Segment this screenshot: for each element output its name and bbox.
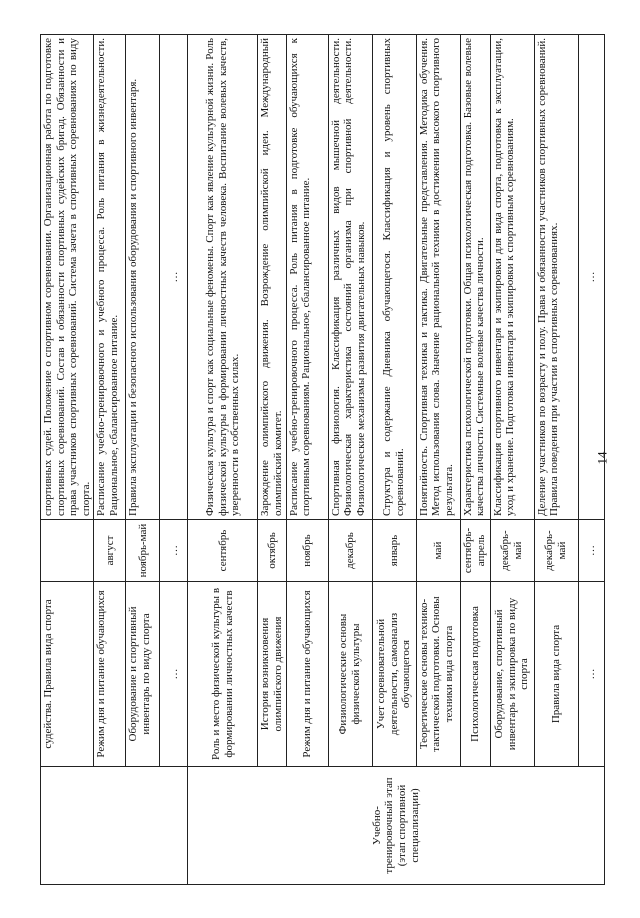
month-cell: декабрь-май <box>534 520 578 582</box>
topic-cell: Режим дня и питание обучающихся <box>94 582 126 767</box>
stage-cell-empty <box>41 767 188 885</box>
month-cell: август <box>94 520 126 582</box>
content-cell: … <box>578 35 604 520</box>
content-cell: Расписание учебно-тренировочного и учебного процесса. Роль питания в жизнедеятельности. Рациональное, сбалансированное питание. <box>94 35 126 520</box>
month-cell: октябрь <box>258 520 286 582</box>
table-row <box>328 35 372 885</box>
month-cell: январь <box>372 520 416 582</box>
topic-cell: Роль и место физической культуры в формировании личностных качеств <box>188 582 258 767</box>
content-cell: Деление участников по возрасту и полу. Права и обязанности участников спортивных соревнований. Правила поведения при участии в спортивных соревнованиях. <box>534 35 578 520</box>
month-cell: … <box>578 520 604 582</box>
month-cell: сентябрь-апрель <box>460 520 490 582</box>
month-cell: сентябрь <box>188 520 258 582</box>
page-number: 14 <box>594 451 610 465</box>
topic-cell: судейства. Правила вида спорта <box>41 582 94 767</box>
content-cell: Физическая культура и спорт как социальные феномены. Спорт как явление культурной жизни. Роль физической культуры в формировании личностных качеств человека. Воспитание волевых качеств, уверенности в собственных силах. <box>188 35 258 520</box>
content-cell: Спортивная физиология. Классификация различных видов мышечной деятельности. Физиологическая характеристика состояний организма при спортивной деятельности. Физиологические механизмы развития двигательных навыков. <box>328 35 372 520</box>
program-table <box>40 34 605 885</box>
topic-cell: Психологическая подготовка <box>460 582 490 767</box>
month-cell <box>41 520 94 582</box>
topic-cell: Теоретические основы технико-тактической подготовки. Основы техники вида спорта <box>416 582 460 767</box>
table-row <box>490 35 534 885</box>
content-cell: Структура и содержание Дневника обучающегося. Классификация и уровень спортивных соревнований. <box>372 35 416 520</box>
topic-cell: Оборудование и спортивный инвентарь по виду спорта <box>126 582 160 767</box>
content-cell: спортивных судей. Положение о спортивном соревновании. Организационная работа по подготовке спортивных соревнований. Состав и обязанности спортивных судейских бригад. Обязанности и права участников спортивных соревнований. Система зачета в спортивных соревнованиях по виду спорта. <box>41 35 94 520</box>
content-cell: Расписание учебно-тренировочного процесса. Роль питания в подготовке обучающихся к спортивным соревнованиям. Рациональное, сбалансированное питание. <box>286 35 328 520</box>
table-row <box>94 35 126 885</box>
table-row <box>460 35 490 885</box>
topic-cell: Правила вида спорта <box>534 582 578 767</box>
table-row <box>416 35 460 885</box>
topic-cell: Физиологические основы физической культуры <box>328 582 372 767</box>
topic-cell: … <box>578 582 604 767</box>
content-cell: Характеристика психологической подготовки. Общая психологическая подготовка. Базовые волевые качества личности. Системные волевые качества личности. <box>460 35 490 520</box>
month-cell: май <box>416 520 460 582</box>
table-row <box>578 35 604 885</box>
month-cell: ноябрь-май <box>126 520 160 582</box>
topic-cell: Учет соревновательной деятельности, самоанализ обучающегося <box>372 582 416 767</box>
table-row <box>188 35 258 885</box>
table-row <box>286 35 328 885</box>
table-row <box>534 35 578 885</box>
content-cell: Понятийность. Спортивная техника и тактика. Двигательные представления. Методика обучения. Метод использования слова. Значение рациональной техники в достижении высокого спортивного результата. <box>416 35 460 520</box>
month-cell: декабрь-май <box>490 520 534 582</box>
table-row <box>41 35 94 885</box>
content-cell: Зарождение олимпийского движения. Возрождение олимпийской идеи. Международный олимпийский комитет. <box>258 35 286 520</box>
month-cell: декабрь <box>328 520 372 582</box>
month-cell: ноябрь <box>286 520 328 582</box>
topic-cell: … <box>160 582 188 767</box>
table-row <box>126 35 160 885</box>
content-cell: Правила эксплуатации и безопасного использования оборудования и спортивного инвентаря. <box>126 35 160 520</box>
topic-cell: Оборудование, спортивный инвентарь и экипировка по виду спорта <box>490 582 534 767</box>
content-cell: Классификация спортивного инвентаря и экипировки для вида спорта, подготовка к эксплуатации, уход и хранение. Подготовка инвентаря и экипировки к спортивным соревнованиям. <box>490 35 534 520</box>
content-cell: … <box>160 35 188 520</box>
stage-cell: Учебно-тренировочный этап (этап спортивной специализации) <box>188 767 604 885</box>
topic-cell: История возникновения олимпийского движения <box>258 582 286 767</box>
table-row <box>372 35 416 885</box>
table-row <box>258 35 286 885</box>
rotated-table-wrapper <box>40 35 597 885</box>
table-row <box>160 35 188 885</box>
topic-cell: Режим дня и питание обучающихся <box>286 582 328 767</box>
month-cell: … <box>160 520 188 582</box>
